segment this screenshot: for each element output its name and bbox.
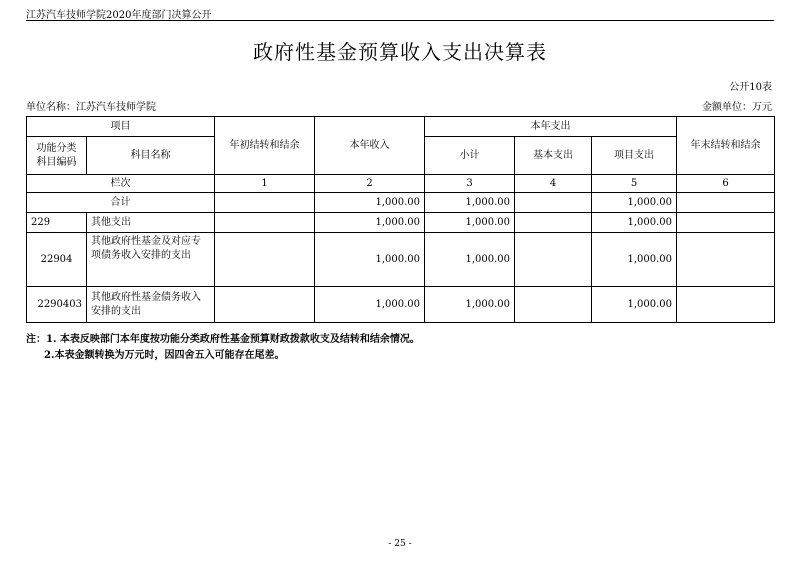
table-row [27,233,775,287]
cell-project: 1,000.00 [592,287,677,323]
cell-end [677,233,775,287]
unit-name: 单位名称：江苏汽车技师学院 [26,102,156,113]
cell-basic [515,193,592,213]
cell-basic [515,233,592,287]
col-index-num: 2 [315,175,425,193]
page-number: - 25 - [388,539,412,549]
cell-code: 229 [27,213,87,233]
cell-income: 1,000.00 [315,287,425,323]
doc-header: 江苏汽车技师学院2020年度部门决算公开 [26,10,212,21]
total-label: 合计 [27,193,215,213]
total-row [27,193,775,213]
col-index-num: 5 [592,175,677,193]
header-basic: 基本支出 [515,137,592,175]
cell-name: 其他政府性基金及对应专项债务收入安排的支出 [87,233,215,287]
cell-code: 2290403 [27,287,87,323]
cell-project: 1,000.00 [592,193,677,213]
cell-end [677,193,775,213]
cell-name: 其他政府性基金债务收入安排的支出 [87,287,215,323]
cell-subtotal: 1,000.00 [425,287,515,323]
table-row [27,287,775,323]
col-index-num: 6 [677,175,775,193]
cell-code: 22904 [27,233,87,287]
cell-project: 1,000.00 [592,213,677,233]
cell-begin [215,233,315,287]
cell-begin [215,193,315,213]
note-1: 注：1. 本表反映部门本年度按功能分类政府性基金预算财政拨款收支及结转和结余情况。 [26,334,420,345]
header-project-exp: 项目支出 [592,137,677,175]
cell-project: 1,000.00 [592,233,677,287]
cell-income: 1,000.00 [315,213,425,233]
cell-name: 其他支出 [87,213,215,233]
col-index-num: 3 [425,175,515,193]
cell-end [677,213,775,233]
col-index-num: 1 [215,175,315,193]
cell-income: 1,000.00 [315,193,425,213]
table-row [27,213,775,233]
col-index-row [27,175,775,193]
header-project: 项目 [27,117,215,137]
cell-begin [215,287,315,323]
col-index-num: 4 [515,175,592,193]
cell-subtotal: 1,000.00 [425,193,515,213]
cell-income: 1,000.00 [315,233,425,287]
header-begin-balance: 年初结转和结余 [215,117,315,175]
header-subtotal: 小计 [425,137,515,175]
note-2: 2.本表金额转换为万元时，因四舍五入可能存在尾差。 [44,350,285,361]
header-func-code: 功能分类 科目编码 [27,137,87,175]
table-number: 公开10表 [729,82,772,93]
header-income: 本年收入 [315,117,425,175]
header-expense-group: 本年支出 [425,117,677,137]
cell-basic [515,287,592,323]
cell-end [677,287,775,323]
header-divider [26,20,774,21]
col-index-label: 栏次 [27,175,215,193]
page-title: 政府性基金预算收入支出决算表 [253,40,547,64]
budget-table [26,116,775,323]
amount-unit: 金额单位：万元 [702,102,772,113]
header-subject-name: 科目名称 [87,137,215,175]
cell-basic [515,213,592,233]
cell-begin [215,213,315,233]
cell-subtotal: 1,000.00 [425,213,515,233]
header-end-balance: 年末结转和结余 [677,117,775,175]
cell-subtotal: 1,000.00 [425,233,515,287]
